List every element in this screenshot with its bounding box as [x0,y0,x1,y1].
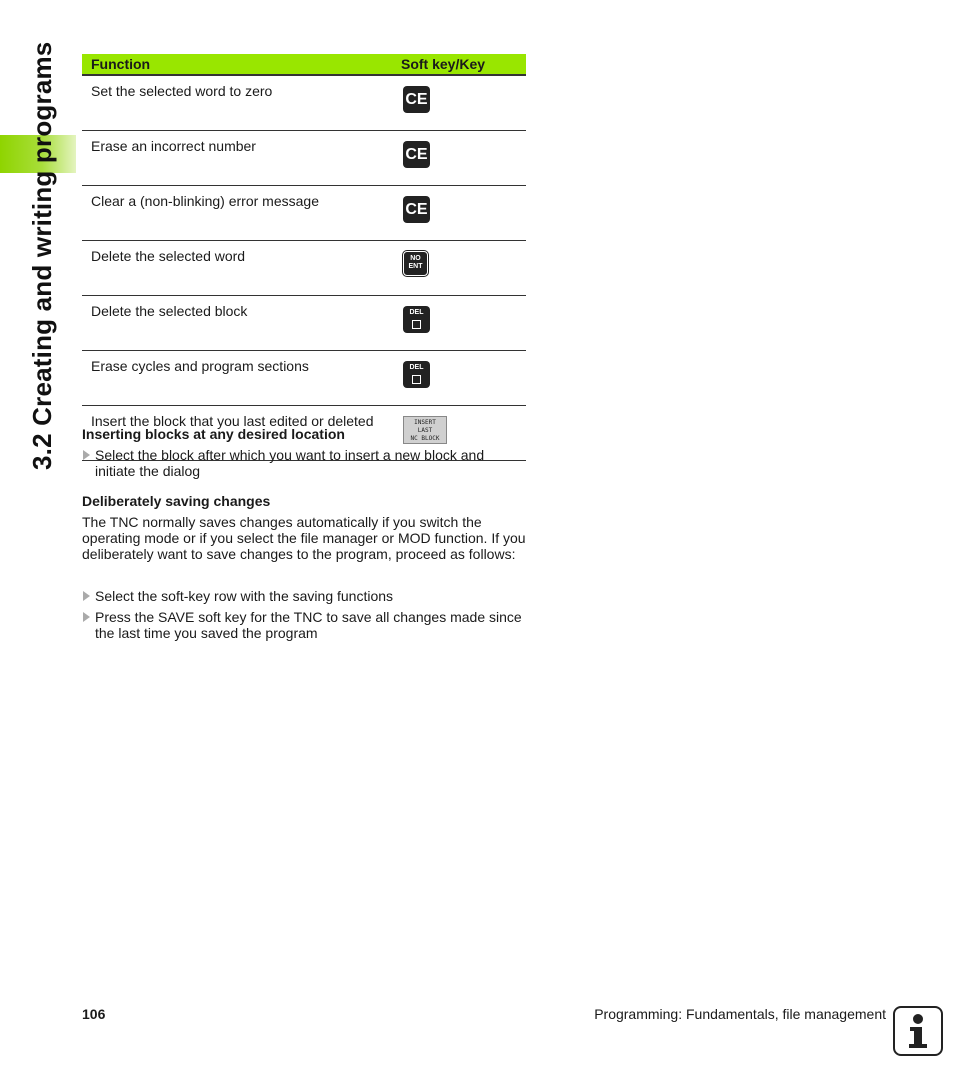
function-cell: Insert the block that you last edited or deleted [82,406,401,461]
function-cell: Erase cycles and program sections [82,351,401,406]
function-cell: Delete the selected word [82,241,401,296]
ce-key-icon: CE [403,196,430,223]
arrow-bullet-icon [83,450,90,460]
table-row [82,351,526,406]
ce-key-icon: CE [403,86,430,113]
table-header-row [82,54,526,75]
del-key-icon: DEL [403,361,430,388]
ce-key-icon: CE [403,141,430,168]
body-paragraph: The TNC normally saves changes automatically if you switch the operating mode or if you select the file manager or MOD function. If you deliberately want to save changes to the program, proceed as follows: [82,514,526,562]
table-row [82,131,526,186]
info-icon [893,1006,943,1056]
del-key-icon: DEL [403,306,430,333]
header-key: Soft key/Key [401,54,526,75]
footer-text: Programming: Fundamentals, file management [594,1006,886,1022]
table-row [82,296,526,351]
list-item: Select the soft-key row with the saving functions [82,588,527,604]
table-row [82,186,526,241]
function-cell: Set the selected word to zero [82,75,401,131]
table-row [82,75,526,131]
section-heading-saving: Deliberately saving changes [82,493,271,509]
arrow-bullet-icon [83,591,90,601]
function-table [82,54,526,461]
header-function: Function [82,54,401,75]
function-cell: Delete the selected block [82,296,401,351]
table-row [82,241,526,296]
insert-last-nc-block-softkey: INSERT LAST NC BLOCK [403,416,447,444]
list-item: Press the SAVE soft key for the TNC to save all changes made since the last time you saved the program [82,609,527,641]
section-heading-inserting: Inserting blocks at any desired location [82,426,345,442]
list-item: Select the block after which you want to insert a new block and initiate the dialog [82,447,527,479]
arrow-bullet-icon [83,612,90,622]
function-cell: Clear a (non-blinking) error message [82,186,401,241]
no-ent-key-icon: NO ENT [403,251,428,276]
function-cell: Erase an incorrect number [82,131,401,186]
chapter-title: 3.2 Creating and writing programs [27,41,57,470]
page-number: 106 [82,1006,106,1022]
